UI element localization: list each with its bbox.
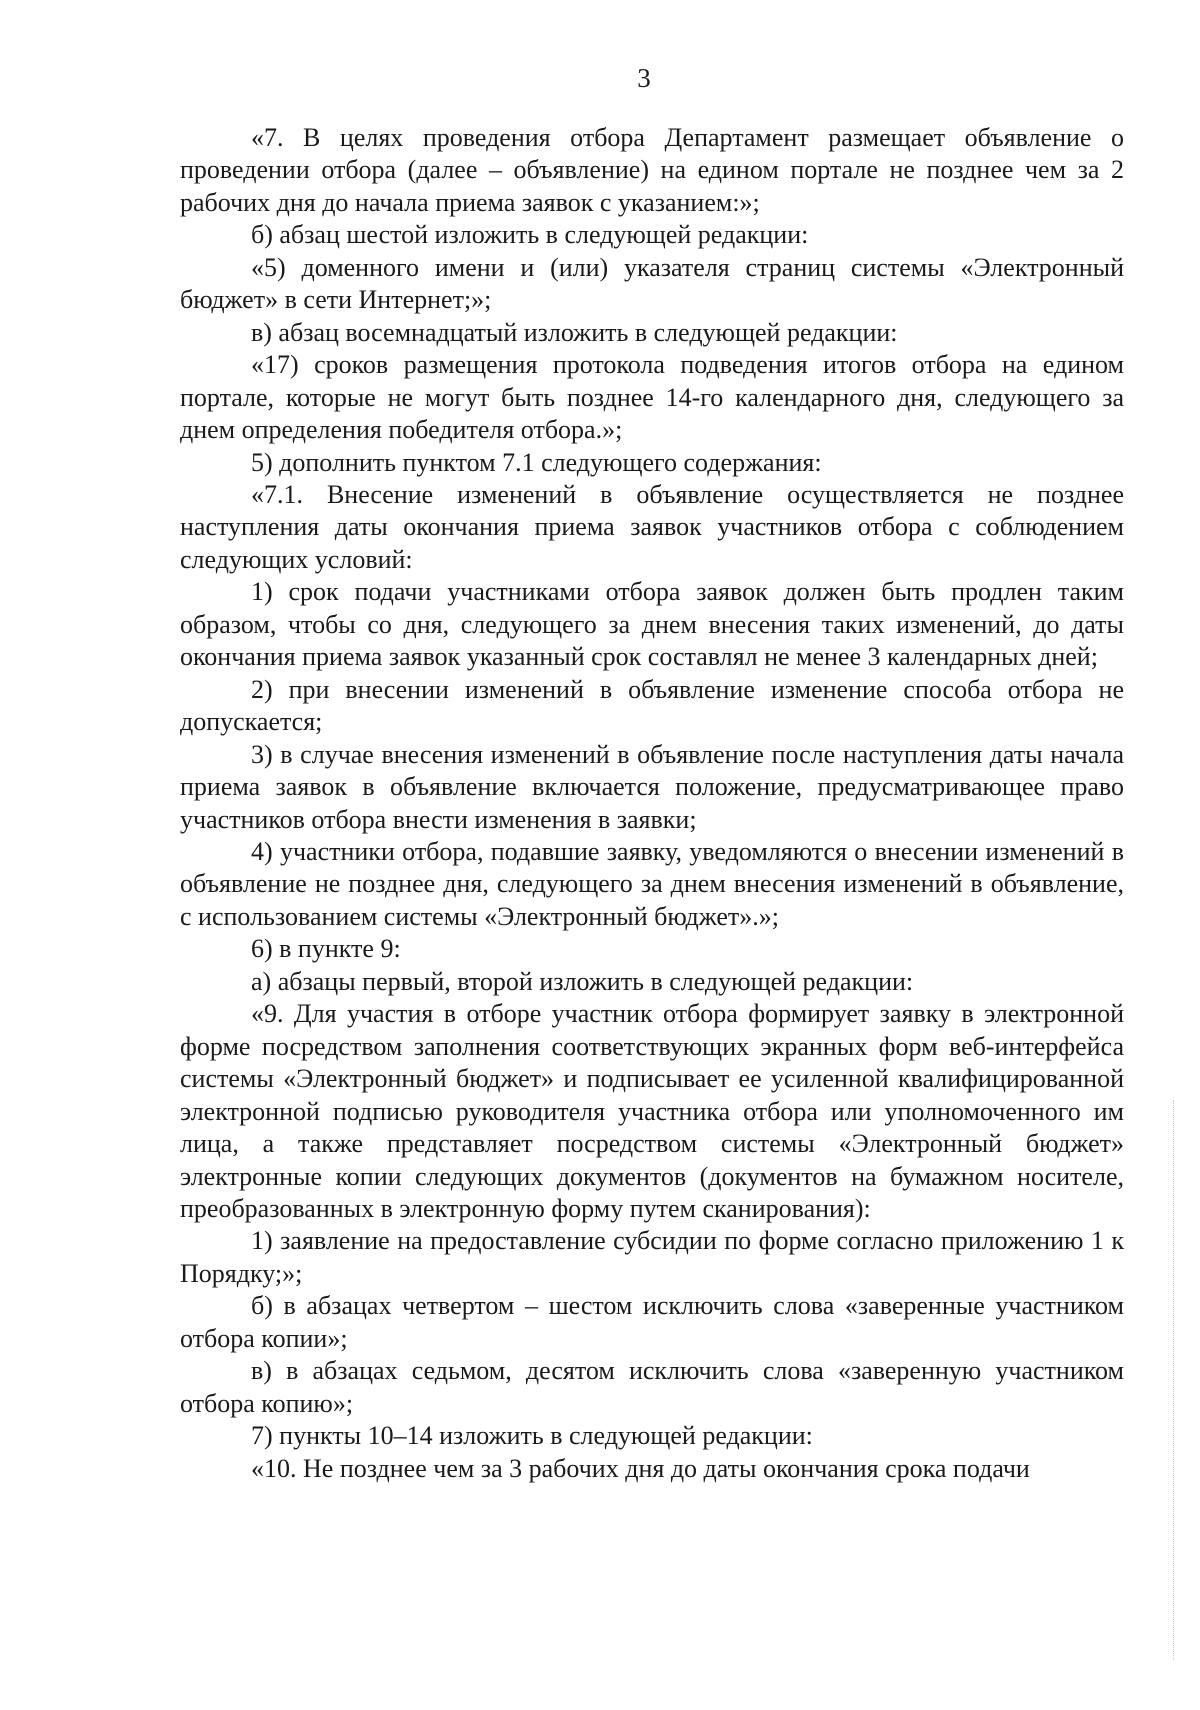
scan-artifact [1171, 1100, 1174, 1660]
paragraph: 5) дополнить пунктом 7.1 следующего содержания: [251, 447, 822, 477]
paragraph: 2) при внесении изменений в объявление изменение способа отбора не допускается; [180, 674, 1124, 737]
paragraph: 7) пункты 10–14 изложить в следующей редакции: [251, 1421, 813, 1451]
paragraph: «10. Не позднее чем за 3 рабочих дня до даты окончания срока подачи [251, 1453, 1030, 1483]
document-body [180, 122, 1124, 1485]
paragraph: «7. В целях проведения отбора Департамент размещает объявление о проведении отбора (далее – объявление) на едином портале не позднее чем за 2 рабочих дня до начала приема заявок с указанием:»; [180, 123, 1124, 217]
paragraph: б) в абзацах четвертом – шестом исключить слова «заверенные участником отбора копии»; [180, 1291, 1124, 1353]
paragraph: 3) в случае внесения изменений в объявление после наступления даты начала приема заявок в объявление включается положение, предусматривающее право участников отбора внести изменения в заявки; [180, 739, 1124, 834]
paragraph: 4) участники отбора, подавшие заявку, уведомляются о внесении изменений в объявление не позднее дня, следующего за днем внесения изменений в объявление, с использованием системы «Электронный бюджет».»; [180, 836, 1124, 931]
paragraph: «5) доменного имени и (или) указателя страниц системы «Электронный бюджет» в сети Интернет;»; [180, 252, 1124, 315]
paragraph: в) в абзацах седьмом, десятом исключить слова «заверенную участником отбора копию»; [180, 1356, 1124, 1418]
paragraph: 6) в пункте 9: [251, 934, 401, 964]
paragraph: «9. Для участия в отборе участник отбора формирует заявку в электронной форме посредством заполнения соответствующих экранных форм веб-интерфейса системы «Электронный бюджет» и подписывает ее усиленной квалифицированной электронной подписью руководителя участника отбора или уполномоченного им лица, а также представляет посредством системы «Электронный бюджет» электронные копии следующих документов (документов на бумажном носителе, преобразованных в электронную форму путем сканирования): [180, 999, 1124, 1223]
paragraph: в) абзац восемнадцатый изложить в следующей редакции: [251, 317, 898, 347]
paragraph: б) абзац шестой изложить в следующей редакции: [251, 220, 809, 250]
paragraph: «7.1. Внесение изменений в объявление осуществляется не позднее наступления даты окончания приема заявок участников отбора с соблюдением следующих условий: [180, 479, 1124, 574]
paragraph: 1) заявление на предоставление субсидии по форме согласно приложению 1 к Порядку;»; [180, 1226, 1124, 1288]
paragraph: «17) сроков размещения протокола подведения итогов отбора на едином портале, которые не могут быть позднее 14-го календарного дня, следующего за днем определения победителя отбора.»; [180, 350, 1124, 445]
paragraph: 1) срок подачи участниками отбора заявок должен быть продлен таким образом, чтобы со дня, следующего за днем внесения таких изменений, до даты окончания приема заявок указанный срок составлял не менее 3 календарных дней; [180, 577, 1124, 672]
page-number: 3 [637, 63, 651, 93]
paragraph: а) абзацы первый, второй изложить в следующей редакции: [251, 966, 914, 996]
